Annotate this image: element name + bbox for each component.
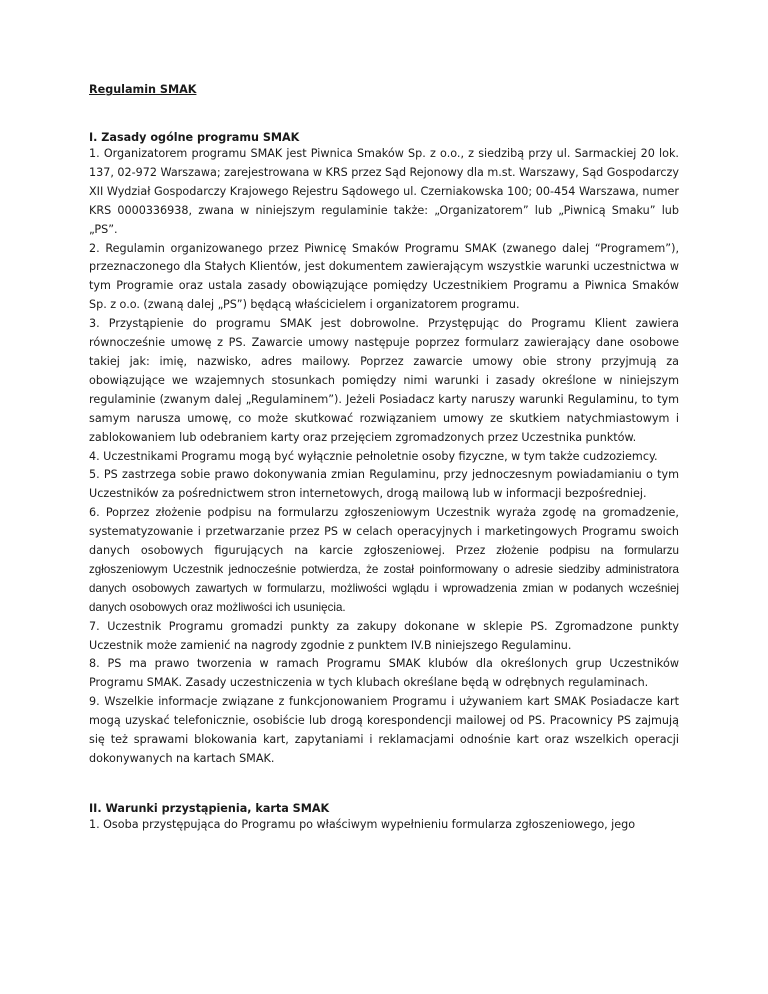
section-heading: I. Zasady ogólne programu SMAK [89, 131, 300, 144]
paragraph-4: 4. Uczestnikami Programu mogą być wyłącznie pełnoletnie osoby fizyczne, w tym także cudzoziemcy. [89, 449, 658, 463]
paragraph-6 [89, 504, 679, 617]
document-page [89, 83, 679, 835]
paragraph-6-consent: 6. Poprzez złożenie podpisu na formularzu zgłoszeniowym Uczestnik wyraża zgodę na gromadzenie, systematyzowanie i przetwarzanie przez PS w celach operacyjnych i marketingowych Programu swoich danych osobowych figurujących na karcie zgłoszeniowej. [89, 506, 679, 558]
paragraph-9: 9. Wszelkie informacje związane z funkcjonowaniem Programu i używaniem kart SMAK Posiadacze kart mogą uzyskać telefonicznie, osobiście lub drogą korespondencji mailowej od PS. Pracownicy PS zajmują się też sprawami blokowania kart, zapytaniami i reklamacjami odnośnie kart oraz wszelkich operacji dokonywanych na kartach SMAK. [89, 695, 679, 765]
paragraph-3: 3. Przystąpienie do programu SMAK jest dobrowolne. Przystępując do Programu Klient zawiera równocześnie umowę z PS. Zawarcie umowy następuje poprzez formularz zawierający dane osobowe takiej jak: imię, nazwisko, adres mailowy. Poprzez zawarcie umowy obie strony przyjmują za obowiązujące we wzajemnych stosunkach pomiędzy nimi warunki i zasady określone w niniejszym regulaminie (zwanym dalej „Regulaminem”). Jeżeli Posiadacz karty naruszy warunki Regulaminu, to tym samym narusza umowę, co może skutkować rozwiązaniem umowy ze skutkiem natychmiastowym i zablokowaniem lub odebraniem karty oraz przejęciem zgromadzonych przez Uczestnika punktów. [89, 317, 679, 444]
paragraph-1: 1. Osoba przystępująca do Programu po właściwym wypełnieniu formularza zgłoszeniowego, jego [89, 817, 636, 831]
paragraph-1: 1. Organizatorem programu SMAK jest Piwnica Smaków Sp. z o.o., z siedzibą przy ul. Sarmackiej 20 lok. 137, 02-972 Warszawa; zarejestrowana w KRS przez Sąd Rejonowy dla m.st. Warszawy, Sąd Gospodarczy XII Wydział Gospodarczy Krajowego Rejestru Sądowego ul. Czerniakowska 100; 00-454 Warszawa, numer KRS 0000336938, zwana w niniejszym regulaminie także: „Organizatorem” lub „Piwnicą Smaku” lub „PS”. [89, 147, 679, 236]
paragraph-2: 2. Regulamin organizowanego przez Piwnicę Smaków Programu SMAK (zwanego dalej “Programem”), przeznaczonego dla Stałych Klientów, jest dokumentem zawierającym wszystkie warunki uczestnictwa w tym Programie oraz ustala zasady obowiązujące pomiędzy Uczestnikiem Programu a Piwnica Smaków Sp. z o.o. (zwaną dalej „PS”) będącą właścicielem i organizatorem programu. [89, 241, 679, 312]
paragraph-6-confirmation: Przez złożenie podpisu na formularzu zgłoszeniowym Uczestnik jednocześnie potwierdza, że został poinformowany o adresie siedziby administratora danych osobowych zawartych w formularzu, możliwości wglądu i wprowadzenia zmian w podanych wcześniej danych osobowych oraz możliwości ich usunięcia. [89, 544, 679, 614]
paragraph-5: 5. PS zastrzega sobie prawo dokonywania zmian Regulaminu, przy jednoczesnym powiadamianiu o tym Uczestników za pośrednictwem stron internetowych, drogą mailową lub w informacji bezpośredniej. [89, 468, 679, 501]
paragraph-8: 8. PS ma prawo tworzenia w ramach Programu SMAK klubów dla określonych grup Uczestników Programu SMAK. Zasady uczestniczenia w tych klubach określane będą w odrębnych regulaminach. [89, 657, 679, 690]
paragraph-7: 7. Uczestnik Programu gromadzi punkty za zakupy dokonane w sklepie PS. Zgromadzone punkty Uczestnik może zamienić na nagrody zgodnie z punktem IV.B niniejszego Regulaminu. [89, 619, 679, 652]
section-heading: II. Warunki przystąpienia, karta SMAK [89, 801, 330, 815]
document-title: Regulamin SMAK [89, 83, 197, 96]
